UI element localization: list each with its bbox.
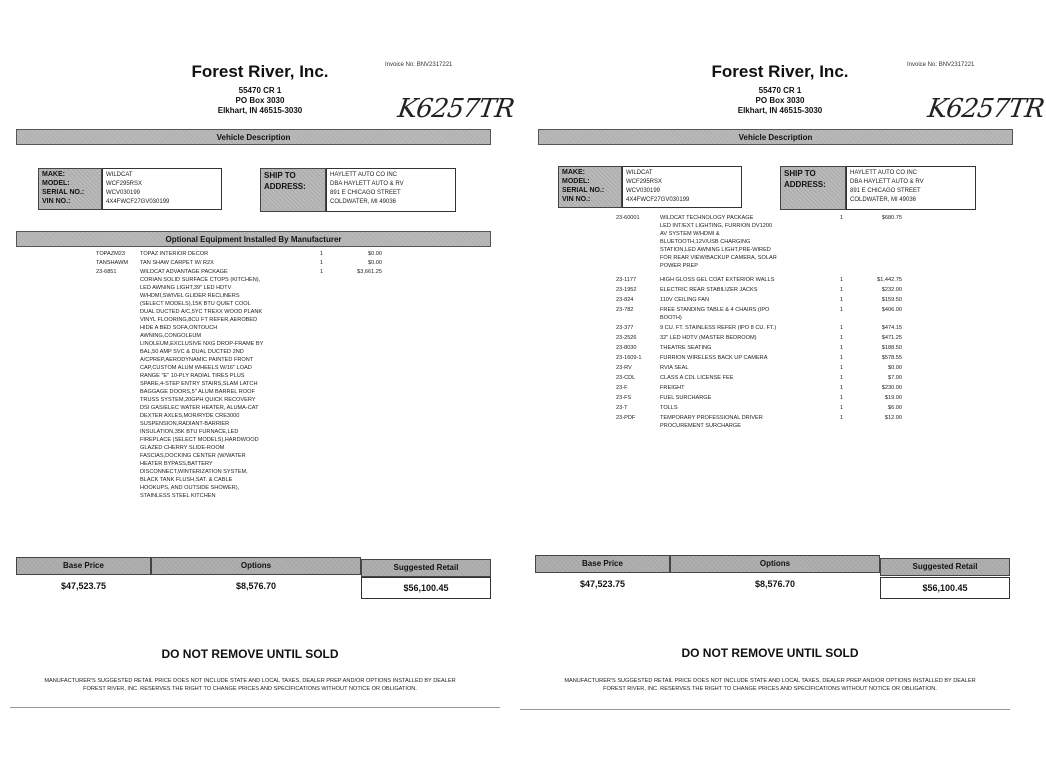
do-not-remove-notice: DO NOT REMOVE UNTIL SOLD	[681, 646, 859, 660]
window-sticker-page-2	[530, 0, 1046, 768]
handwritten-stock-number: K6257TR	[395, 94, 516, 124]
vehicle-labels: MAKE: MODEL: SERIAL NO.: VIN NO.:	[38, 168, 102, 210]
fine-print: MANUFACTURER'S SUGGESTED RETAIL PRICE DOES NOT INCLUDE STATE AND LOCAL TAXES, DEALER PREP AND/OR OPTIONS INSTALLED BY DEALER FOREST RIVER, INC. RESERVES THE RIGHT TO CHANGE PRICES AND SPECIFICATIONS WITHOUT NOTICE OR OBLIGATION.	[564, 678, 976, 692]
option-row: 23-F FREIGHT 1 $230.00	[616, 385, 902, 391]
invoice-number: Invoice No: BNV2317221	[385, 62, 453, 68]
window-sticker-page-1	[10, 0, 516, 768]
option-row: 23-1952 ELECTRIC REAR STABILIZER JACKS 1 $232.00	[616, 287, 902, 293]
option-row: 23-377 9 CU. FT. STAINLESS REFER (IPO 8 CU. FT.) 1 $474.15	[616, 325, 902, 331]
vehicle-labels: MAKE: MODEL: SERIAL NO.: VIN NO.:	[558, 166, 622, 208]
option-row: 23-T TOLLS 1 $6.00	[616, 405, 902, 411]
options-price-header: Options	[670, 555, 880, 573]
option-description: WILDCAT TECHNOLOGY PACKAGE LED INT/EXT LIGHTING, FURRION DV1200 AV SYSTEM W/HDMI & BLUETOOTH,12V/USB CHARGING STATION,LED AWNING LIGHT,PRE-WIRED FOR REAR VIEW/BACKUP CAMERA, SOLAR POWER PREP	[660, 215, 777, 269]
option-row: 23-RV RVIA SEAL 1 $0.00	[616, 365, 902, 371]
base-price-header: Base Price	[16, 557, 151, 575]
option-row: 23-1177 HIGH GLOSS GEL COAT EXTERIOR WALLS 1 $1,442.75	[616, 277, 902, 283]
option-row: 23-824 110V CEILING FAN 1 $159.50	[616, 297, 902, 303]
bottom-rule	[10, 707, 500, 708]
options-price-value: $8,576.70	[754, 579, 796, 589]
vehicle-values: WILDCAT WCF295RSX WCV030199 4X4FWCF27GV030199	[102, 168, 222, 210]
option-row: 23-PDF 1 $12.00 TEMPORARY PROFESSIONAL DRIVER PROCUREMENT SURCHARGE	[616, 415, 902, 429]
option-description: FREE STANDING TABLE & 4 CHAIRS (IPO BOOTH)	[660, 307, 770, 321]
option-row: 23-1609-1 FURRION WIRELESS BACK UP CAMERA 1 $578.55	[616, 355, 902, 361]
invoice-number: Invoice No: BNV2317221	[907, 62, 975, 68]
vehicle-description-header: Vehicle Description	[16, 129, 491, 145]
base-price-value: $47,523.75	[60, 581, 107, 591]
option-row: 23-2526 32" LED HDTV (MASTER BEDROOM) 1 $471.25	[616, 335, 902, 341]
suggested-retail-header: Suggested Retail	[880, 558, 1010, 576]
options-list	[10, 250, 510, 520]
vehicle-description-header: Vehicle Description	[538, 129, 1013, 145]
company-name: Forest River, Inc.	[711, 62, 849, 81]
option-row: TANSHAWM TAN SHAW CARPET W/ R2X 1 $0.00	[96, 260, 382, 266]
ship-to-address: HAYLETT AUTO CO INC DBA HAYLETT AUTO & RV 891 E CHICAGO STREET COLDWATER, MI 49036	[326, 168, 456, 212]
option-row: TOPAZM23 TOPAZ INTERIOR DECOR 1 $0.00	[96, 251, 382, 257]
options-price-value: $8,576.70	[235, 581, 277, 591]
ship-to-address: HAYLETT AUTO CO INC DBA HAYLETT AUTO & RV 891 E CHICAGO STREET COLDWATER, MI 49036	[846, 166, 976, 210]
company-address: 55470 CR 1 PO Box 3030 Elkhart, IN 46515-3030	[217, 86, 303, 115]
company-address: 55470 CR 1 PO Box 3030 Elkhart, IN 46515-3030	[737, 86, 823, 115]
option-row: 23-CDL CLASS A CDL LICENSE FEE 1 $7.00	[616, 375, 902, 381]
ship-to-label: SHIP TO ADDRESS:	[780, 166, 846, 210]
handwritten-stock-number: K6257TR	[925, 94, 1046, 124]
suggested-retail-value: $56,100.45	[880, 577, 1010, 599]
bottom-rule	[520, 709, 1010, 710]
options-price-header: Options	[151, 557, 361, 575]
suggested-retail-value: $56,100.45	[361, 577, 491, 599]
base-price-value: $47,523.75	[579, 579, 626, 589]
option-row: 23-FS FUEL SURCHARGE 1 $19.00	[616, 395, 902, 401]
option-description: WILDCAT ADVANTAGE PACKAGE CORIAN SOLID SURFACE CTOPS (KITCHEN), LED AWNING LIGHT,39" LED HDTV W/HDMI,SWIVEL GLIDER RECLINERS (SELECT MODELS),15K BTU QUIET COOL DUAL DUCTED A/C,5YC TREXX WOOD PLANK VINYL FLOORING,8CU FT REFER,AEROBED HIDE A BED SOFA,ONTOUCH AWNING,CONGOLEUM LINOLEUM,EXCLUSIVE NXG DROP-FRAME BY BAL,50 AMP SVC & DUAL DUCTED 2ND A/CPREP,AERODYNAMIC PAINTED FRONT CAP,CUSTOM ALUM WHEELS W/16" LOAD RANGE "E" 10-PLY RADIAL TIRES PLUS SPARE,4-STEP ENTRY STAIRS,SLAM LATCH BAGGAGE DOORS,5" ALUM BARREL ROOF TRUSS SYSTEM,20GPH QUICK RECOVERY DSI GAS/ELEC WATER HEATER, ALUMA-CAT DEXTER AXLES,MOR/RYDE CRE3000 SUSPENSION,RADIANT-BARRIER INSULATION,35K BTU FURNACE,LED FIREPLACE (SELECT MODELS),HARDWOOD GLAZED CHERRY SLIDE-ROOM FASCIAS,DOCKING CENTER (W/WATER HEATER BYPASS,BATTERY DISCONNECT,WINTERIZATION SYSTEM, BLACK TANK FLUSH,SAT. & CABLE HOOKUPS, AND OUTSIDE SHOWER), STAINLESS STEEL KITCHEN	[140, 269, 264, 499]
ship-to-label: SHIP TO ADDRESS:	[260, 168, 326, 212]
options-list	[530, 214, 1030, 436]
option-row: 23-782 1 $406.00 FREE STANDING TABLE & 4 CHAIRS (IPO BOOTH)	[616, 307, 902, 321]
fine-print: MANUFACTURER'S SUGGESTED RETAIL PRICE DOES NOT INCLUDE STATE AND LOCAL TAXES, DEALER PREP AND/OR OPTIONS INSTALLED BY DEALER FOREST RIVER, INC. RESERVES THE RIGHT TO CHANGE PRICES AND SPECIFICATIONS WITHOUT NOTICE OR OBLIGATION.	[44, 678, 456, 692]
do-not-remove-notice: DO NOT REMOVE UNTIL SOLD	[161, 647, 339, 661]
option-description: TEMPORARY PROFESSIONAL DRIVER PROCUREMENT SURCHARGE	[660, 415, 763, 429]
option-row: 23-6851 1 $3,661.25 WILDCAT ADVANTAGE PACKAGE CORIAN SOLID SURFACE CTOPS (KITCHEN), LED AWNING LIGHT,39" LED HDTV W/HDMI,SWIVEL GLIDER RECLINERS (SELECT MODELS),15K BTU QUIET COOL DUAL DUCTED A/C,5YC TREXX WOOD PLANK VINYL FLOORING,8CU FT REFER,AEROBED HIDE A BED SOFA,ONTOUCH AWNING,CONGOLEUM LINOLEUM,EXCLUSIVE NXG DROP-FRAME BY BAL,50 AMP SVC & DUAL DUCTED 2ND A/CPREP,AERODYNAMIC PAINTED FRONT CAP,CUSTOM ALUM WHEELS W/16" LOAD RANGE "E" 10-PLY RADIAL TIRES PLUS SPARE,4-STEP ENTRY STAIRS,SLAM LATCH BAGGAGE DOORS,5" ALUM BARREL ROOF TRUSS SYSTEM,20GPH QUICK RECOVERY DSI GAS/ELEC WATER HEATER, ALUMA-CAT DEXTER AXLES,MOR/RYDE CRE3000 SUSPENSION,RADIANT-BARRIER INSULATION,35K BTU FURNACE,LED FIREPLACE (SELECT MODELS),HARDWOOD GLAZED CHERRY SLIDE-ROOM FASCIAS,DOCKING CENTER (W/WATER HEATER BYPASS,BATTERY DISCONNECT,WINTERIZATION SYSTEM, BLACK TANK FLUSH,SAT. & CABLE HOOKUPS, AND OUTSIDE SHOWER), STAINLESS STEEL KITCHEN	[96, 269, 382, 499]
vehicle-values: WILDCAT WCF295RSX WCV030199 4X4FWCF27GV030199	[622, 166, 742, 208]
base-price-header: Base Price	[535, 555, 670, 573]
optional-equipment-header: Optional Equipment Installed By Manufacturer	[16, 231, 491, 247]
option-row: 23-60001 1 $680.75 WILDCAT TECHNOLOGY PACKAGE LED INT/EXT LIGHTING, FURRION DV1200 AV SYSTEM W/HDMI & BLUETOOTH,12V/USB CHARGING STATION,LED AWNING LIGHT,PRE-WIRED FOR REAR VIEW/BACKUP CAMERA, SOLAR POWER PREP	[616, 215, 902, 269]
price-summary	[535, 555, 1010, 599]
suggested-retail-header: Suggested Retail	[361, 559, 491, 577]
option-row: 23-8030 THEATRE SEATING 1 $188.50	[616, 345, 902, 351]
price-summary	[16, 557, 491, 599]
company-name: Forest River, Inc.	[191, 62, 329, 81]
